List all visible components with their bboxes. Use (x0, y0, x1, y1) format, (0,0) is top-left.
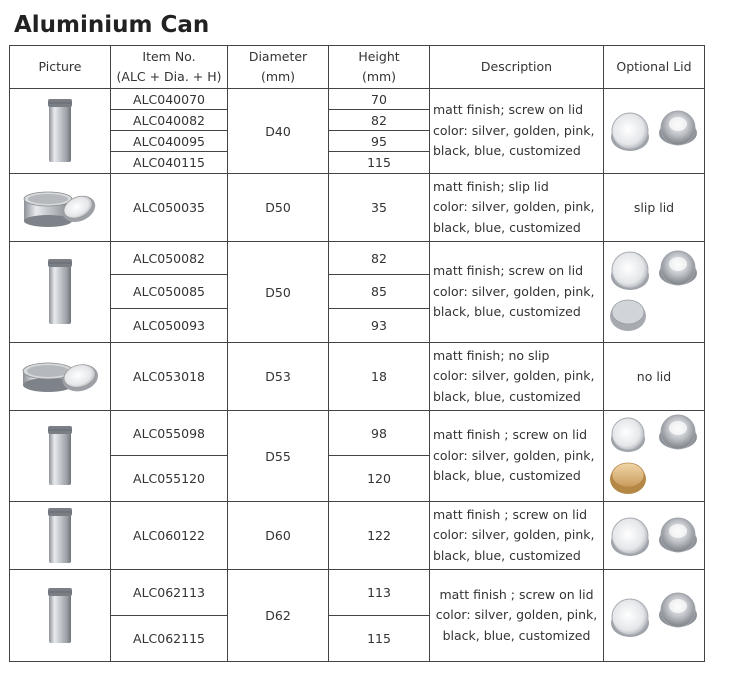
height-cell: 85 (329, 275, 430, 309)
flat-lid-icon (611, 599, 649, 637)
optional-lid-cell (604, 570, 705, 662)
description-cell: matt finish; screw on lid color: silver, golden, pink, black, blue, customized (430, 242, 604, 343)
product-picture (10, 89, 111, 174)
lid-options (608, 413, 700, 499)
product-picture (10, 570, 111, 662)
item-no-cell: ALC040070 (111, 89, 228, 110)
tall-can-icon (48, 587, 72, 645)
gold-lid-icon (610, 463, 646, 494)
header-diameter: Diameter (mm) (228, 46, 329, 89)
header-optional-lid: Optional Lid (604, 46, 705, 89)
flat-lid-icon (611, 518, 649, 556)
tall-can-icon (48, 425, 72, 487)
domed-lid-icon (659, 251, 697, 285)
optional-lid-cell (604, 242, 705, 343)
description-cell: matt finish ; screw on lid color: silver, golden, pink, black, blue, customized (430, 502, 604, 570)
diameter-cell: D60 (228, 502, 329, 570)
diameter-cell: D50 (228, 174, 329, 242)
height-cell: 98 (329, 411, 430, 456)
height-cell: 82 (329, 242, 430, 275)
description-cell: matt finish; screw on lid color: silver, golden, pink, black, blue, customized (430, 89, 604, 174)
header-description: Description (430, 46, 604, 89)
open-tin-icon (20, 357, 100, 397)
item-no-cell: ALC050035 (111, 174, 228, 242)
description-cell: matt finish; no slip color: silver, golden, pink, black, blue, customized (430, 343, 604, 411)
height-cell: 82 (329, 110, 430, 131)
description-cell: matt finish ; screw on lid color: silver, golden, pink, black, blue, customized (430, 570, 604, 662)
diameter-cell: D53 (228, 343, 329, 411)
optional-lid-cell (604, 502, 705, 570)
product-picture (10, 174, 111, 242)
flat-lid-icon (611, 113, 649, 151)
optional-lid-cell (604, 411, 705, 502)
domed-lid-icon (659, 415, 697, 449)
optional-lid-cell: slip lid (604, 174, 705, 242)
table-row (10, 174, 705, 242)
item-no-cell: ALC050082 (111, 242, 228, 275)
description-cell: matt finish ; screw on lid color: silver, golden, pink, black, blue, customized (430, 411, 604, 502)
diameter-cell: D40 (228, 89, 329, 174)
domed-lid-icon (659, 111, 697, 145)
item-no-cell: ALC060122 (111, 502, 228, 570)
height-cell: 120 (329, 456, 430, 502)
flat-lid-icon (611, 252, 649, 290)
table-row (10, 343, 705, 411)
product-picture (10, 242, 111, 343)
optional-lid-cell: no lid (604, 343, 705, 411)
page-title: Aluminium Can (14, 12, 210, 38)
tall-can-icon (48, 98, 72, 164)
item-no-cell: ALC040115 (111, 152, 228, 174)
item-no-cell: ALC053018 (111, 343, 228, 411)
lid-options (608, 107, 700, 155)
item-no-cell: ALC055120 (111, 456, 228, 502)
optional-lid-cell (604, 89, 705, 174)
domed-lid-icon (659, 518, 697, 552)
header-height: Height (mm) (329, 46, 430, 89)
diameter-cell: D55 (228, 411, 329, 502)
product-picture (10, 502, 111, 570)
item-no-cell: ALC040095 (111, 131, 228, 152)
item-no-cell: ALC062115 (111, 616, 228, 662)
side-lid-icon (610, 300, 646, 331)
product-picture (10, 343, 111, 411)
height-cell: 18 (329, 343, 430, 411)
height-cell: 113 (329, 570, 430, 616)
description-cell: matt finish; slip lid color: silver, golden, pink, black, blue, customized (430, 174, 604, 242)
table-row (10, 570, 705, 616)
flat-lid-icon (611, 418, 645, 452)
header-item-no: Item No. (ALC + Dia. + H) (111, 46, 228, 89)
item-no-cell: ALC055098 (111, 411, 228, 456)
diameter-cell: D62 (228, 570, 329, 662)
height-cell: 93 (329, 309, 430, 343)
open-tin-icon (21, 187, 99, 229)
item-no-cell: ALC040082 (111, 110, 228, 131)
height-cell: 70 (329, 89, 430, 110)
table-row (10, 502, 705, 570)
lid-options (608, 591, 700, 641)
height-cell: 115 (329, 616, 430, 662)
tall-can-icon (48, 507, 72, 565)
product-picture (10, 411, 111, 502)
lid-options (608, 249, 700, 335)
item-no-cell: ALC050085 (111, 275, 228, 309)
header-picture: Picture (10, 46, 111, 89)
table-row (10, 411, 705, 456)
table-row (10, 89, 705, 110)
diameter-cell: D50 (228, 242, 329, 343)
height-cell: 35 (329, 174, 430, 242)
tall-can-icon (48, 258, 72, 326)
domed-lid-icon (659, 593, 697, 627)
lid-options (608, 512, 700, 560)
height-cell: 115 (329, 152, 430, 174)
height-cell: 95 (329, 131, 430, 152)
item-no-cell: ALC062113 (111, 570, 228, 616)
spec-table (9, 45, 705, 662)
table-row (10, 242, 705, 275)
height-cell: 122 (329, 502, 430, 570)
item-no-cell: ALC050093 (111, 309, 228, 343)
